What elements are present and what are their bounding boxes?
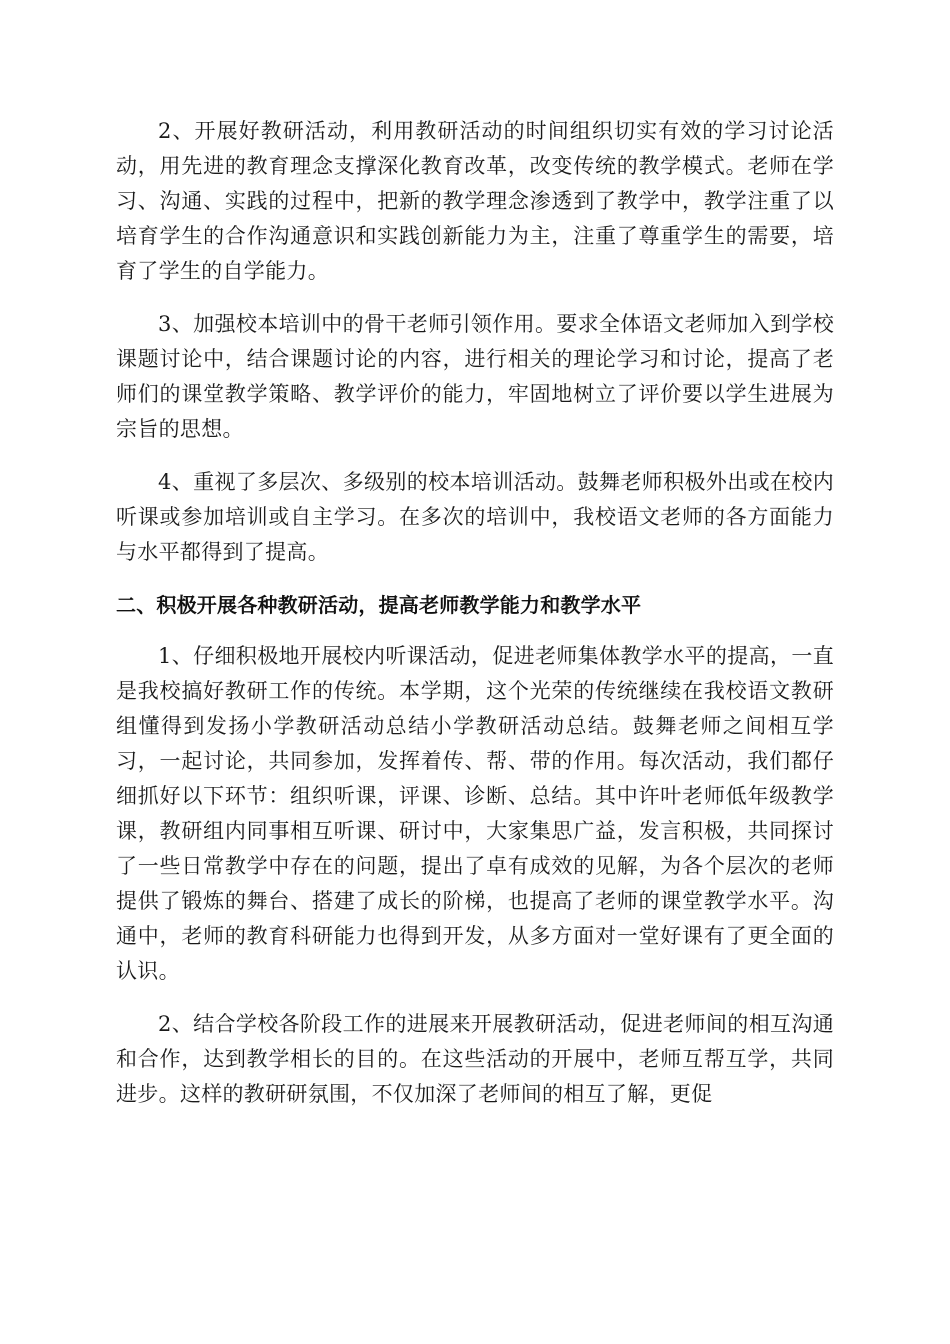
paragraph-item-2: 2、开展好教研活动，利用教研活动的时间组织切实有效的学习讨论活动，用先进的教育理念支撑深化教育改革，改变传统的教学模式。老师在学习、沟通、实践的过程中，把新的教学理念渗透到了教学中，教学注重了以培育学生的合作沟通意识和实践创新能力为主，注重了尊重学生的需要，培育了学生的自学能力。: [116, 119, 834, 283]
section-paragraph-2: 2、结合学校各阶段工作的进展来开展教研活动，促进老师间的相互沟通和合作，达到教学相长的目的。在这些活动的开展中，老师互帮互学，共同进步。这样的教研研氛围，不仅加深了老师间的相互了解，更促: [116, 1012, 834, 1106]
paragraph-item-3: 3、加强校本培训中的骨干老师引领作用。要求全体语文老师加入到学校课题讨论中，结合课题讨论的内容，进行相关的理论学习和讨论，提高了老师们的课堂教学策略、教学评价的能力，牢固地树立了评价要以学生进展为宗旨的思想。: [116, 312, 834, 441]
document-body: [116, 114, 834, 1130]
paragraph-item-4: 4、重视了多层次、多级别的校本培训活动。鼓舞老师积极外出或在校内听课或参加培训或自主学习。在多次的培训中，我校语文老师的各方面能力与水平都得到了提高。: [116, 470, 834, 564]
section-paragraph-1: 1、仔细积极地开展校内听课活动，促进老师集体教学水平的提高，一直是我校搞好教研工作的传统。本学期，这个光荣的传统继续在我校语文教研组懂得到发扬小学教研活动总结小学教研活动总结。鼓舞老师之间相互学习，一起讨论，共同参加，发挥着传、帮、带的作用。每次活动，我们都仔细抓好以下环节：组织听课，评课、诊断、总结。其中许叶老师低年级教学课，教研组内同事相互听课、研讨中，大家集思广益，发言积极，共同探讨了一些日常教学中存在的问题，提出了卓有成效的见解，为各个层次的老师提供了锻炼的舞台、搭建了成长的阶梯，也提高了老师的课堂教学水平。沟通中，老师的教育科研能力也得到开发，从多方面对一堂好课有了更全面的认识。: [116, 644, 834, 983]
section-heading: 二、积极开展各种教研活动，提高老师教学能力和教学水平: [116, 593, 642, 617]
